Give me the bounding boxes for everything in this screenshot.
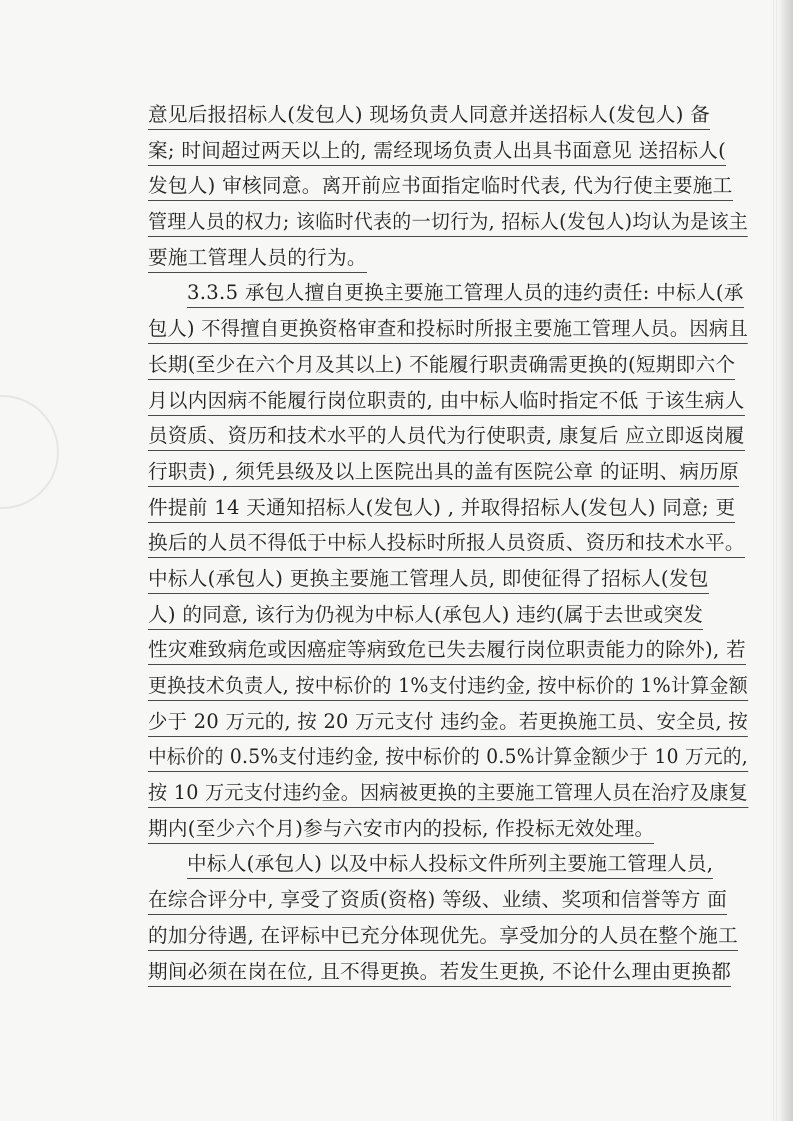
text-line xyxy=(148,918,748,954)
text-line xyxy=(148,811,748,847)
line-text: 性灾难致病危或因癌症等病致危已失去履行岗位职责能力的除外), 若 xyxy=(148,637,746,665)
line-text: 人) 的同意, 该行为仍视为中标人(承包人) 违约(属于去世或突发 xyxy=(148,602,703,630)
text-line xyxy=(148,383,748,419)
text-line xyxy=(148,525,748,561)
text-line xyxy=(148,490,748,526)
text-line xyxy=(148,418,748,454)
line-text: 包人) 不得擅自更换资格审查和投标时所报主要施工管理人员。因病且 xyxy=(148,316,748,344)
text-line xyxy=(148,597,748,633)
text-line xyxy=(148,561,748,597)
line-text: 3.3.5 承包人擅自更换主要施工管理人员的违约责任: 中标人(承 xyxy=(187,280,744,308)
line-text: 按 10 万元支付违约金。因病被更换的主要施工管理人员在治疗及康复 xyxy=(148,780,748,808)
line-text: 行职责) , 须凭县级及以上医院出具的盖有医院公章 的证明、病历原 xyxy=(148,459,739,487)
line-text: 中标人(承包人) 更换主要施工管理人员, 即使征得了招标人(发包 xyxy=(148,566,709,594)
line-text: 件提前 14 天通知招标人(发包人) , 并取得招标人(发包人) 同意; 更 xyxy=(148,495,735,523)
line-text: 长期(至少在六个月及其以上) 不能履行职责确需更换的(短期即六个 xyxy=(148,352,735,380)
line-text: 换后的人员不得低于中标人投标时所报人员资质、资历和技术水平。 xyxy=(148,530,745,558)
text-line xyxy=(148,454,748,490)
line-text: 更换技术负责人, 按中标价的 1%支付违约金, 按中标价的 1%计算金额 xyxy=(148,673,748,701)
line-text: 意见后报招标人(发包人) 现场负责人同意并送招标人(发包人) 备 xyxy=(148,102,710,130)
line-text: 少于 20 万元的, 按 20 万元支付 违约金。若更换施工员、安全员, 按 xyxy=(148,709,748,737)
text-line xyxy=(148,632,748,668)
line-text: 案; 时间超过两天以上的, 需经现场负责人出具书面意见 送招标人( xyxy=(148,138,726,166)
line-text: 期间必须在岗在位, 且不得更换。若发生更换, 不论什么理由更换都 xyxy=(148,959,731,987)
text-line xyxy=(148,97,748,133)
text-line xyxy=(148,204,748,240)
body-text xyxy=(148,97,748,989)
text-line xyxy=(148,168,748,204)
text-line xyxy=(148,347,748,383)
text-line xyxy=(148,846,748,882)
text-line xyxy=(148,668,748,704)
text-line xyxy=(148,704,748,740)
line-text: 中标人(承包人) 以及中标人投标文件所列主要施工管理人员, xyxy=(187,851,713,879)
text-line xyxy=(148,882,748,918)
text-line xyxy=(148,954,748,990)
line-text: 发包人) 审核同意。离开前应书面指定临时代表, 代为行使主要施工 xyxy=(148,173,733,201)
line-text: 员资质、资历和技术水平的人员代为行使职责, 康复后 应立即返岗履 xyxy=(148,423,745,451)
text-line xyxy=(148,739,748,775)
text-line xyxy=(148,311,748,347)
page-edge-shadow xyxy=(779,0,793,1121)
text-line xyxy=(148,133,748,169)
faint-seal-mark xyxy=(0,395,59,509)
line-text: 管理人员的权力; 该临时代表的一切行为, 招标人(发包人)均认为是该主 xyxy=(148,209,748,237)
line-text: 期内(至少六个月)参与六安市内的投标, 作投标无效处理。 xyxy=(148,816,654,844)
text-line xyxy=(148,240,748,276)
text-line xyxy=(148,275,748,311)
line-text: 月以内因病不能履行岗位职责的, 由中标人临时指定不低 于该生病人 xyxy=(148,388,745,416)
line-text: 在综合评分中, 享受了资质(资格) 等级、业绩、奖项和信誉等方 面 xyxy=(148,887,727,915)
line-text: 要施工管理人员的行为。 xyxy=(148,245,367,273)
text-line xyxy=(148,775,748,811)
line-text: 的加分待遇, 在评标中已充分体现优先。享受加分的人员在整个施工 xyxy=(148,923,738,951)
line-text: 中标价的 0.5%支付违约金, 按中标价的 0.5%计算金额少于 10 万元的, xyxy=(148,744,748,772)
